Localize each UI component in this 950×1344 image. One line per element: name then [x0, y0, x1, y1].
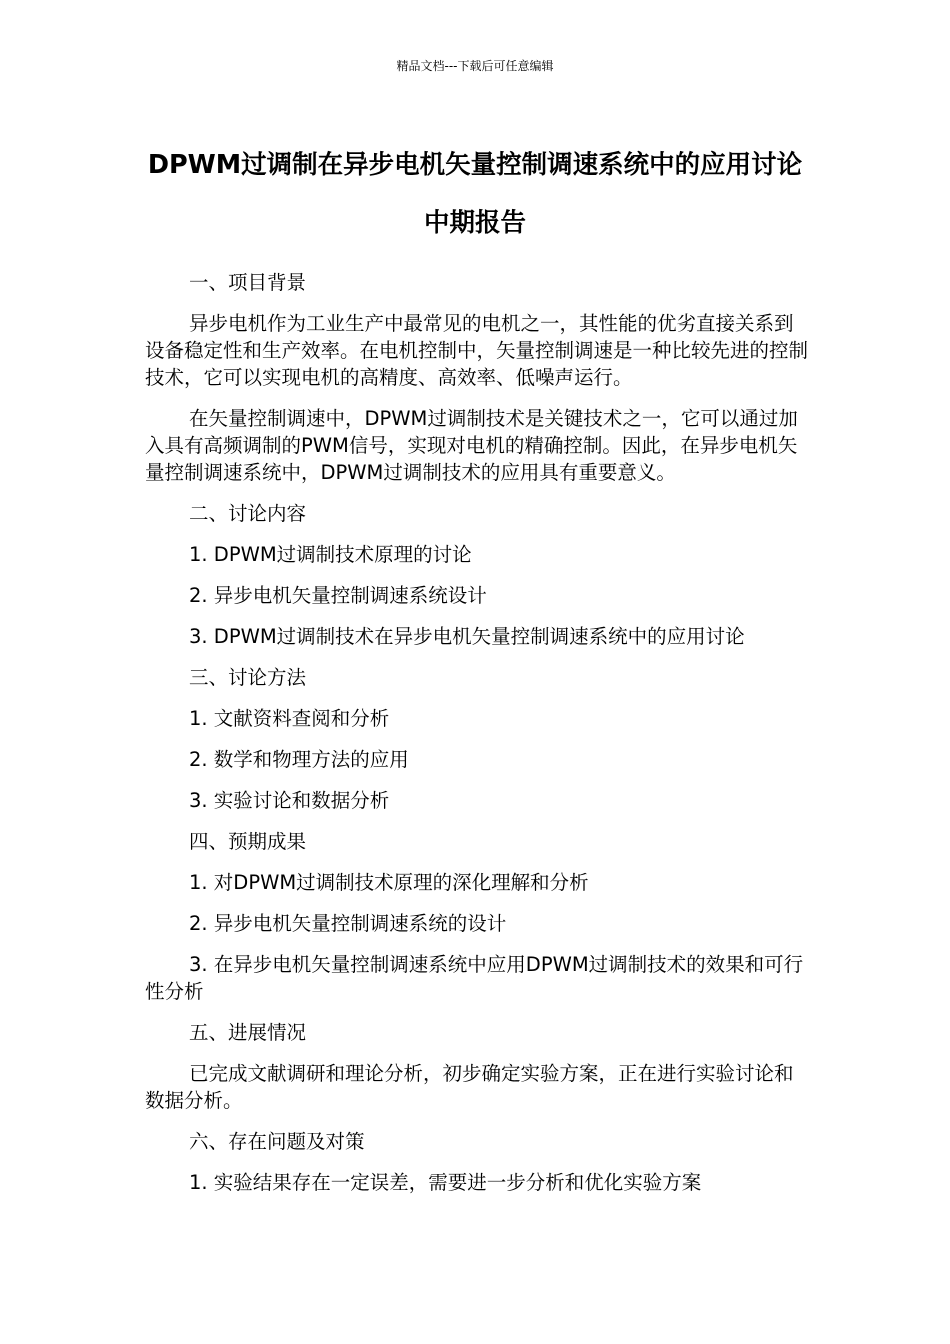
section-heading-expected-results: 四、预期成果: [189, 830, 307, 853]
progress-paragraph: 已完成文献调研和理论分析，初步确定实验方案，正在进行实验讨论和数据分析。: [145, 1062, 794, 1112]
expected-item-1: 1. 对DPWM过调制技术原理的深化理解和分析: [189, 871, 589, 894]
method-item-1: 1. 文献资料查阅和分析: [189, 707, 390, 730]
page-header: 精品文档---下载后可任意编辑: [396, 59, 554, 73]
expected-item-2: 2. 异步电机矢量控制调速系统的设计: [189, 912, 507, 935]
problem-item-1: 1. 实验结果存在一定误差，需要进一步分析和优化实验方案: [189, 1171, 702, 1194]
document-title: DPWM过调制在异步电机矢量控制调速系统中的应用讨论中期报告: [147, 150, 803, 238]
background-paragraph-1: 异步电机作为工业生产中最常见的电机之一，其性能的优劣直接关系到设备稳定性和生产效率。在电机控制中，矢量控制调速是一种比较先进的控制技术，它可以实现电机的高精度、高效率、低噪声运行。: [145, 312, 809, 389]
method-item-2: 2. 数学和物理方法的应用: [189, 748, 409, 771]
section-heading-progress: 五、进展情况: [189, 1021, 307, 1044]
content-item-2: 2. 异步电机矢量控制调速系统设计: [189, 584, 487, 607]
content-item-1: 1. DPWM过调制技术原理的讨论: [189, 543, 472, 566]
section-heading-background: 一、项目背景: [189, 271, 307, 294]
document-body: [145, 269, 810, 1210]
method-item-3: 3. 实验讨论和数据分析: [189, 789, 390, 812]
content-item-3: 3. DPWM过调制技术在异步电机矢量控制调速系统中的应用讨论: [189, 625, 745, 648]
section-heading-method: 三、讨论方法: [189, 666, 307, 689]
section-heading-problems: 六、存在问题及对策: [189, 1130, 365, 1153]
section-heading-content: 二、讨论内容: [189, 502, 307, 525]
expected-item-3: 3. 在异步电机矢量控制调速系统中应用DPWM过调制技术的效果和可行性分析: [145, 953, 804, 1003]
background-paragraph-2: 在矢量控制调速中，DPWM过调制技术是关键技术之一，它可以通过加入具有高频调制的PWM信号，实现对电机的精确控制。因此，在异步电机矢量控制调速系统中，DPWM过调制技术的应用具有重要意义。: [145, 407, 798, 484]
